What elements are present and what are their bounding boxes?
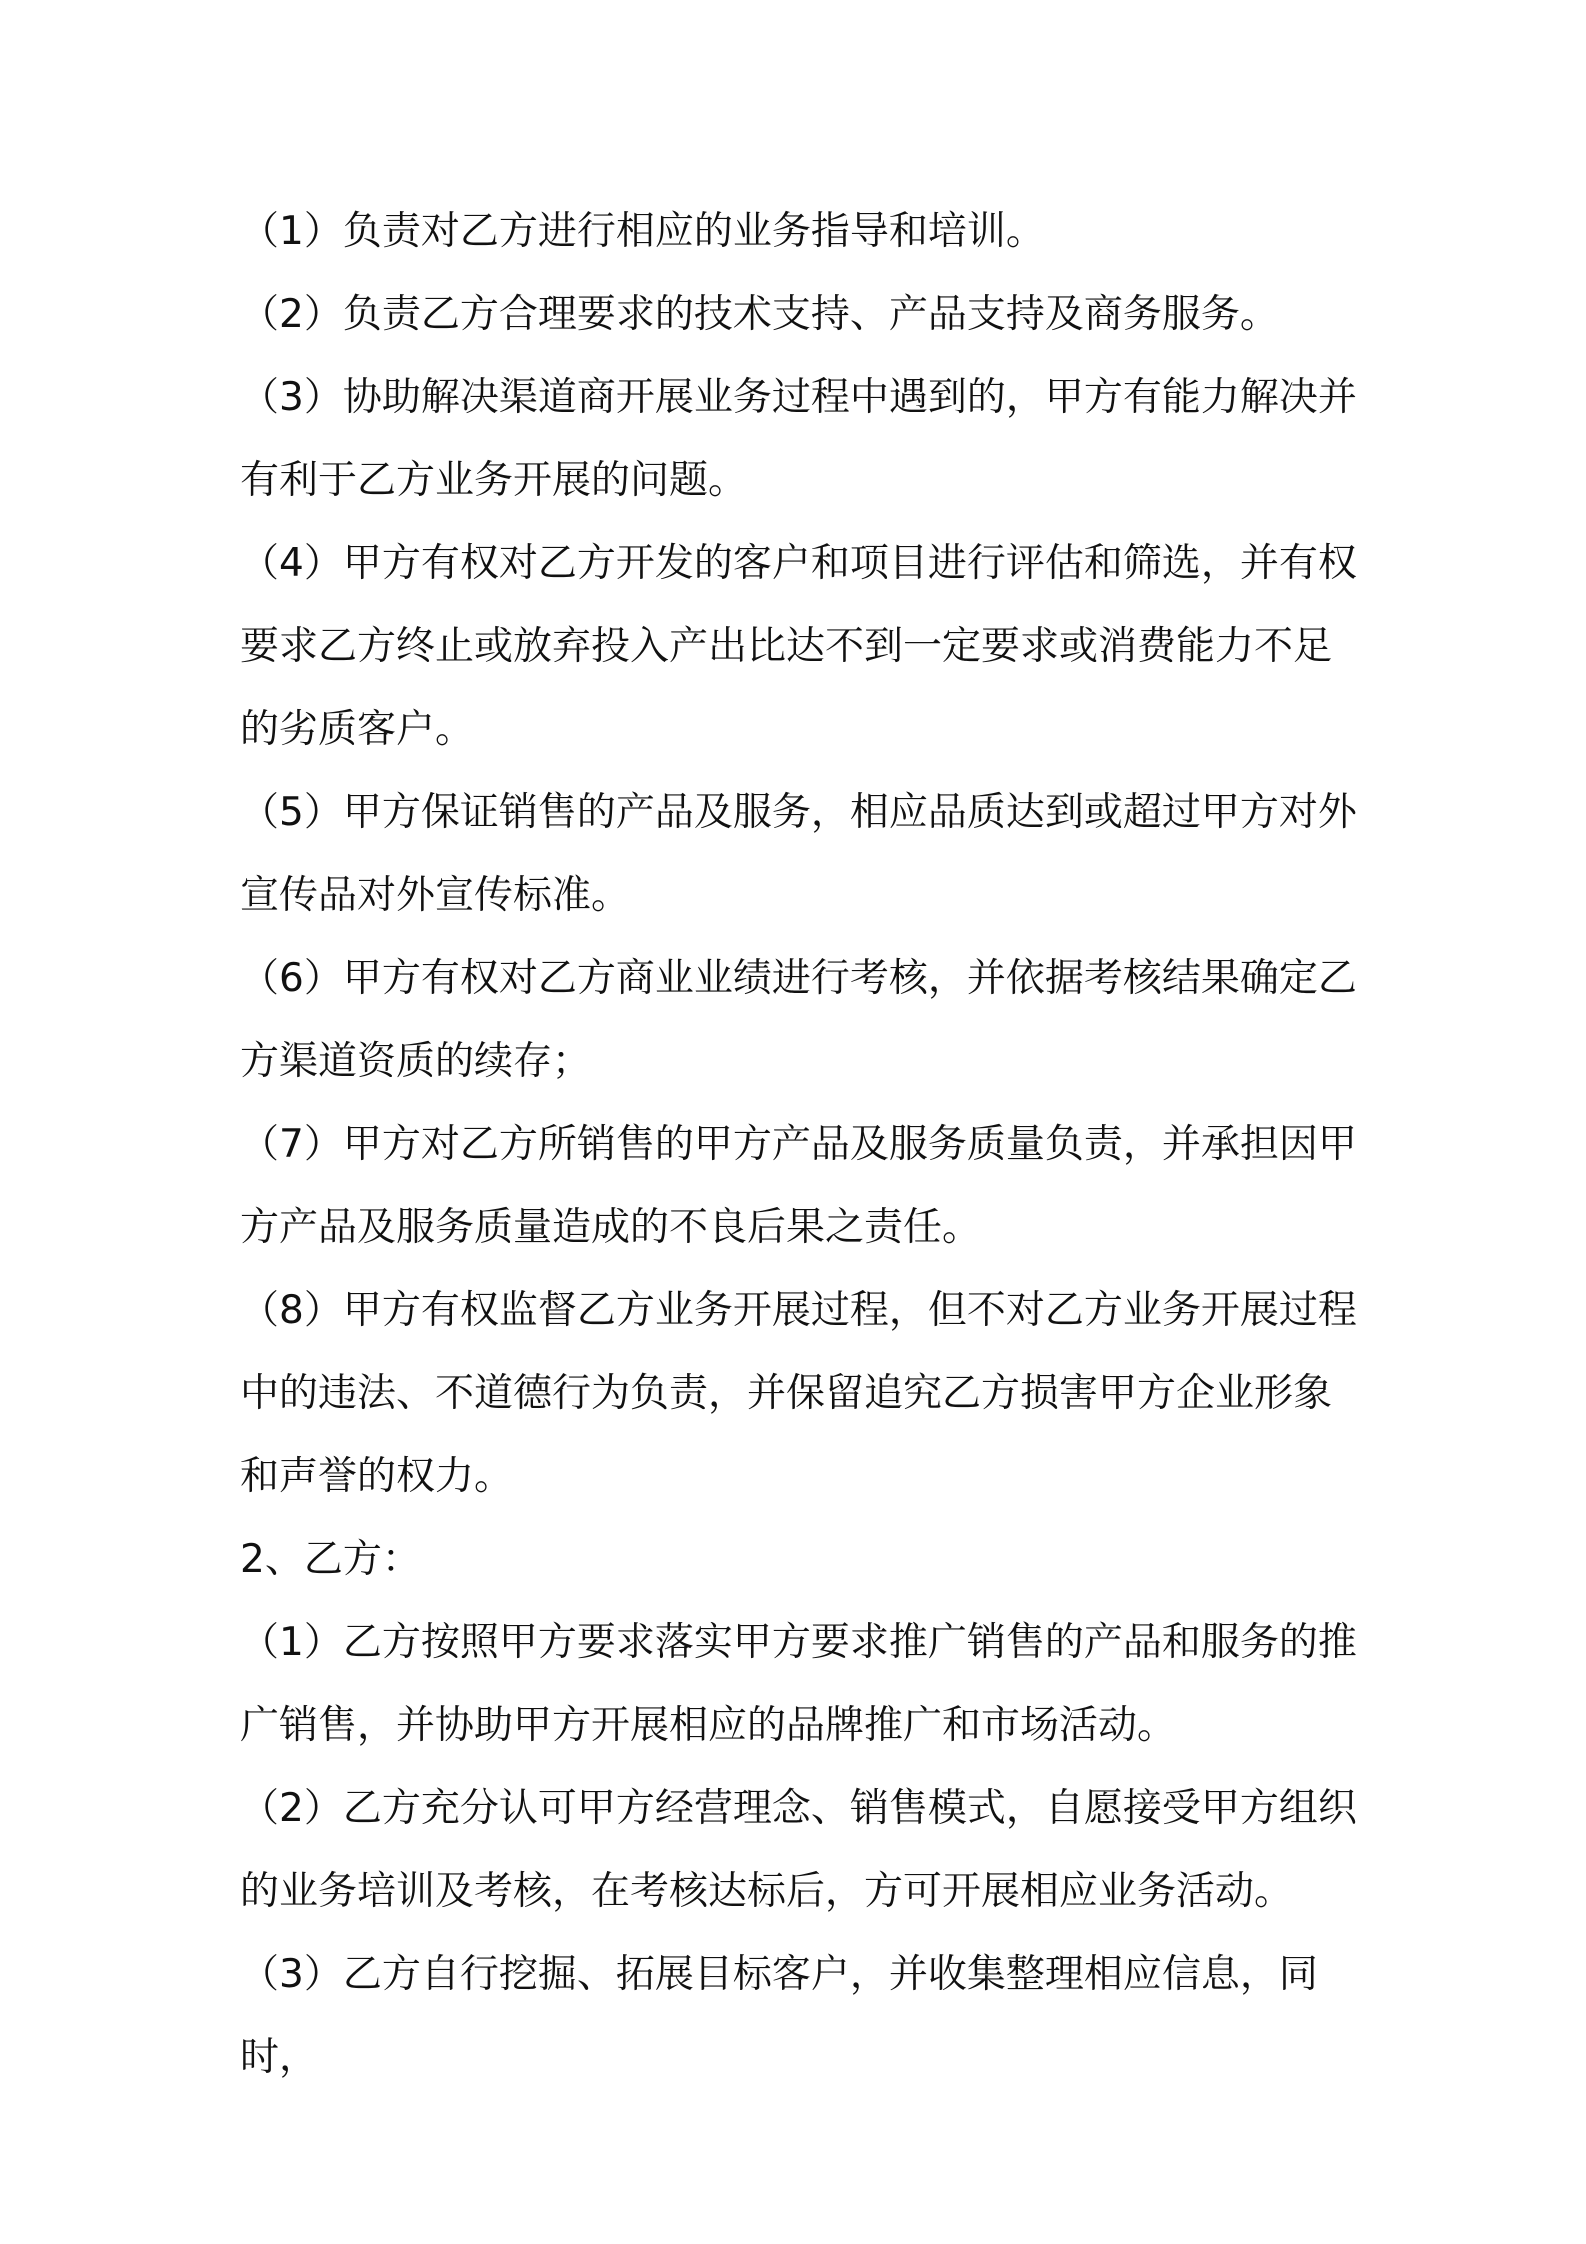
paragraph-party-a-2: （2）负责乙方合理要求的技术支持、产品支持及商务服务。 <box>240 292 1279 337</box>
paragraph-party-a-8: （8）甲方有权监督乙方业务开展过程，但不对乙方业务开展过程中的违法、不道德行为负责，并保留追究乙方损害甲方企业形象和声誉的权力。 <box>240 1288 1357 1499</box>
document-body <box>240 190 1360 2099</box>
section-heading-party-b: 2、乙方： <box>240 1537 421 1582</box>
paragraph-party-b-3: （3）乙方自行挖掘、拓展目标客户，并收集整理相应信息，同时， <box>240 1952 1318 2080</box>
paragraph-party-a-4: （4）甲方有权对乙方开发的客户和项目进行评估和筛选，并有权要求乙方终止或放弃投入产出比达不到一定要求或消费能力不足的劣质客户。 <box>240 541 1357 752</box>
paragraph-party-a-6: （6）甲方有权对乙方商业业绩进行考核，并依据考核结果确定乙方渠道资质的续存； <box>240 956 1357 1084</box>
paragraph-party-b-1: （1）乙方按照甲方要求落实甲方要求推广销售的产品和服务的推广销售，并协助甲方开展相应的品牌推广和市场活动。 <box>240 1620 1357 1748</box>
paragraph-party-a-5: （5）甲方保证销售的产品及服务，相应品质达到或超过甲方对外宣传品对外宣传标准。 <box>240 790 1357 918</box>
paragraph-party-a-7: （7）甲方对乙方所销售的甲方产品及服务质量负责，并承担因甲方产品及服务质量造成的不良后果之责任。 <box>240 1122 1357 1250</box>
paragraph-party-a-3: （3）协助解决渠道商开展业务过程中遇到的，甲方有能力解决并有利于乙方业务开展的问题。 <box>240 375 1357 503</box>
paragraph-party-a-1: （1）负责对乙方进行相应的业务指导和培训。 <box>240 209 1045 254</box>
paragraph-party-b-2: （2）乙方充分认可甲方经营理念、销售模式，自愿接受甲方组织的业务培训及考核，在考核达标后，方可开展相应业务活动。 <box>240 1786 1357 1914</box>
